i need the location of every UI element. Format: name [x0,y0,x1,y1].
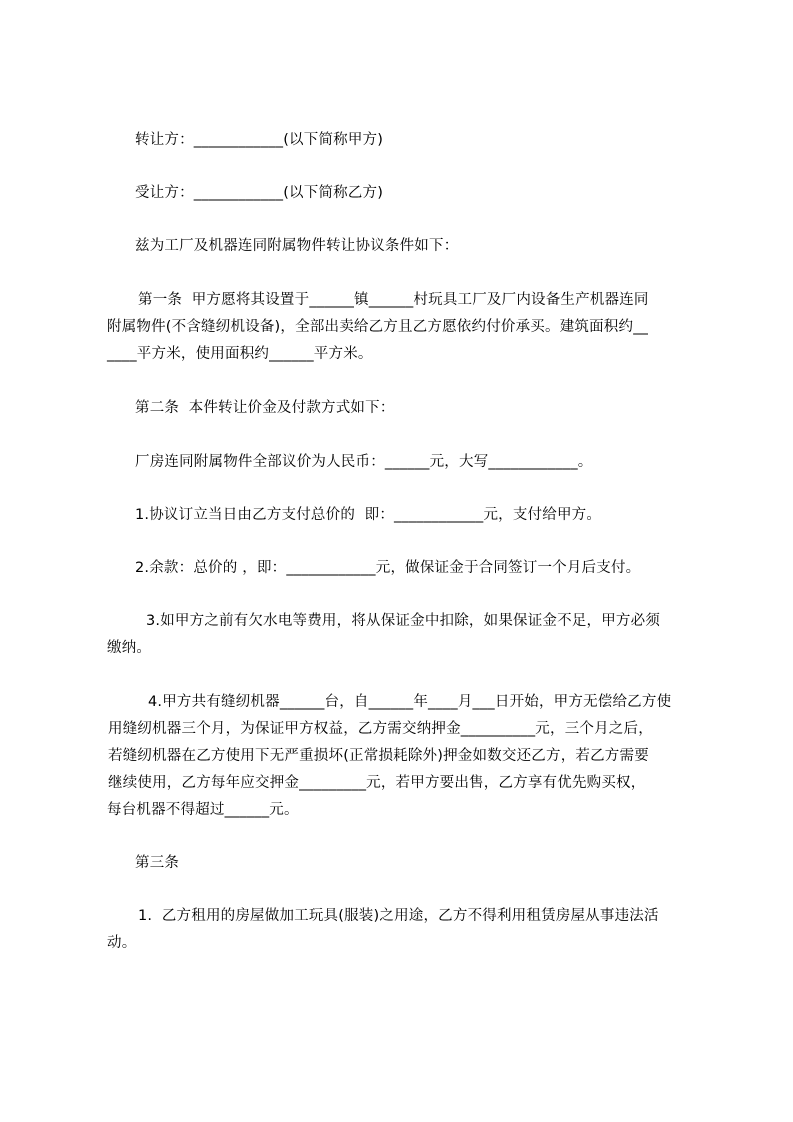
article-1-line-1: 第一条 甲方愿将其设置于______镇______村玩具工厂及厂内设备生产机器连同 [138,292,649,308]
payment-item-4-line-2: 用缝纫机器三个月，为保证甲方权益，乙方需交纳押金__________元，三个月之后， [108,721,653,737]
article-3-item-1-line-1: 1. 乙方租用的房屋做加工玩具(服装)之用途，乙方不得利用租赁房屋从事违法活 [138,908,659,924]
preamble-line: 兹为工厂及机器连同附属物件转让协议条件如下： [135,238,459,254]
payment-item-3-line-2: 缴纳。 [107,640,152,656]
payment-item-2: 2.余款：总价的 ，即：____________元，做保证金于合同签订一个月后支付。 [135,560,641,576]
article-2-heading: 第二条 本件转让价金及付款方式如下： [135,400,395,416]
payment-item-4-line-4: 继续使用，乙方每年应交押金_________元，若甲方要出售，乙方享有优先购买权， [108,775,646,791]
article-1-line-2: 附属物件(不含缝纫机设备)，全部出卖给乙方且乙方愿依约付价承买。建筑面积约__ [107,319,649,335]
payment-item-1: 1.协议订立当日由乙方支付总价的 即：____________元，支付给甲方。 [135,507,602,523]
transferor-line: 转让方：____________(以下简称甲方) [135,132,384,148]
price-line: 厂房连同附属物件全部议价为人民币：______元，大写____________。 [135,454,593,470]
article-3-heading: 第三条 [135,855,180,871]
article-3-item-1-line-2: 动。 [107,935,137,951]
payment-item-3-line-1: 3.如甲方之前有欠水电等费用，将从保证金中扣除，如果保证金不足，甲方必须 [146,613,661,629]
article-1-line-3: ____平方米，使用面积约______平方米。 [107,346,373,362]
payment-item-4-line-3: 若缝纫机器在乙方使用下无严重损坏(正常损耗除外)押金如数交还乙方，若乙方需要 [108,748,649,764]
transferee-line: 受让方：____________(以下简称乙方) [135,185,384,201]
payment-item-4-line-1: 4.甲方共有缝纫机器______台，自______年____月___日开始，甲方无偿给乙方使 [148,694,672,710]
payment-item-4-line-5: 每台机器不得超过______元。 [107,802,299,818]
